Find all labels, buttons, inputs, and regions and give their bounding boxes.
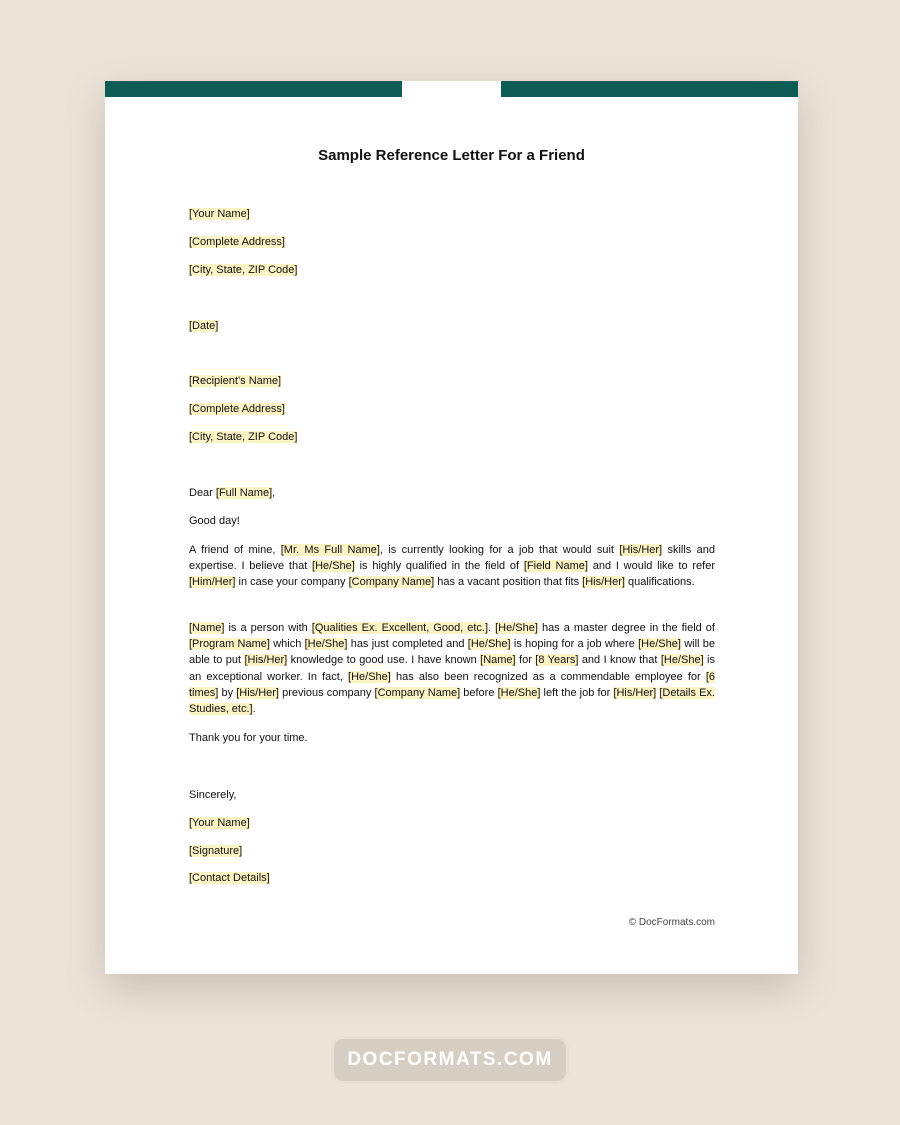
sender-name: [Your Name] (189, 208, 250, 220)
recipient-address: [Complete Address] (189, 403, 285, 415)
letter-date: [Date] (189, 320, 219, 332)
header-band-left (105, 81, 402, 97)
salutation: Dear [Full Name], (189, 487, 276, 499)
thanks-line: Thank you for your time. (189, 732, 308, 744)
closing: Sincerely, (189, 789, 237, 801)
body-paragraph-1: A friend of mine, [Mr. Ms Full Name], is currently looking for a job that would suit [His/Her] skills and expertise. I believe that [He/She] is highly qualified in the field of [Field Name] and I would like to refer [Him/Her] in case your company [Company Name] has a vacant position that fits [His/Her] qualifications. (189, 544, 715, 589)
copyright-notice: © DocFormats.com (628, 917, 715, 928)
recipient-name: [Recipient’s Name] (189, 375, 282, 387)
letter-title: Sample Reference Letter For a Friend (318, 147, 585, 164)
sender-address: [Complete Address] (189, 236, 285, 248)
header-band-right (501, 81, 798, 97)
recipient-city: [City, State, ZIP Code] (189, 431, 298, 443)
contact-details: [Contact Details] (189, 872, 270, 884)
letter-page (105, 81, 798, 974)
signature: [Signature] (189, 845, 243, 857)
greeting: Good day! (189, 515, 240, 527)
body-paragraph-2: [Name] is a person with [Qualities Ex. Excellent, Good, etc.]. [He/She] has a master degree in the field of [Program Name] which [He/She] has just completed and [He/She] is hoping for a job where [He/She] will be able to put [His/Her] knowledge to good use. I have known [Name] for [8 Years] and I know that [He/She] is an exceptional worker. In fact, [He/She] has also been recognized as a commendable employee for [6 times] by [His/Her] previous company [Company Name] before [He/She] left the job for [His/Her] [Details Ex. Studies, etc.]. (189, 622, 715, 716)
docformats-badge[interactable]: DOCFORMATS.COM (331, 1036, 569, 1084)
sender-city: [City, State, ZIP Code] (189, 264, 298, 276)
closing-name: [Your Name] (189, 817, 250, 829)
